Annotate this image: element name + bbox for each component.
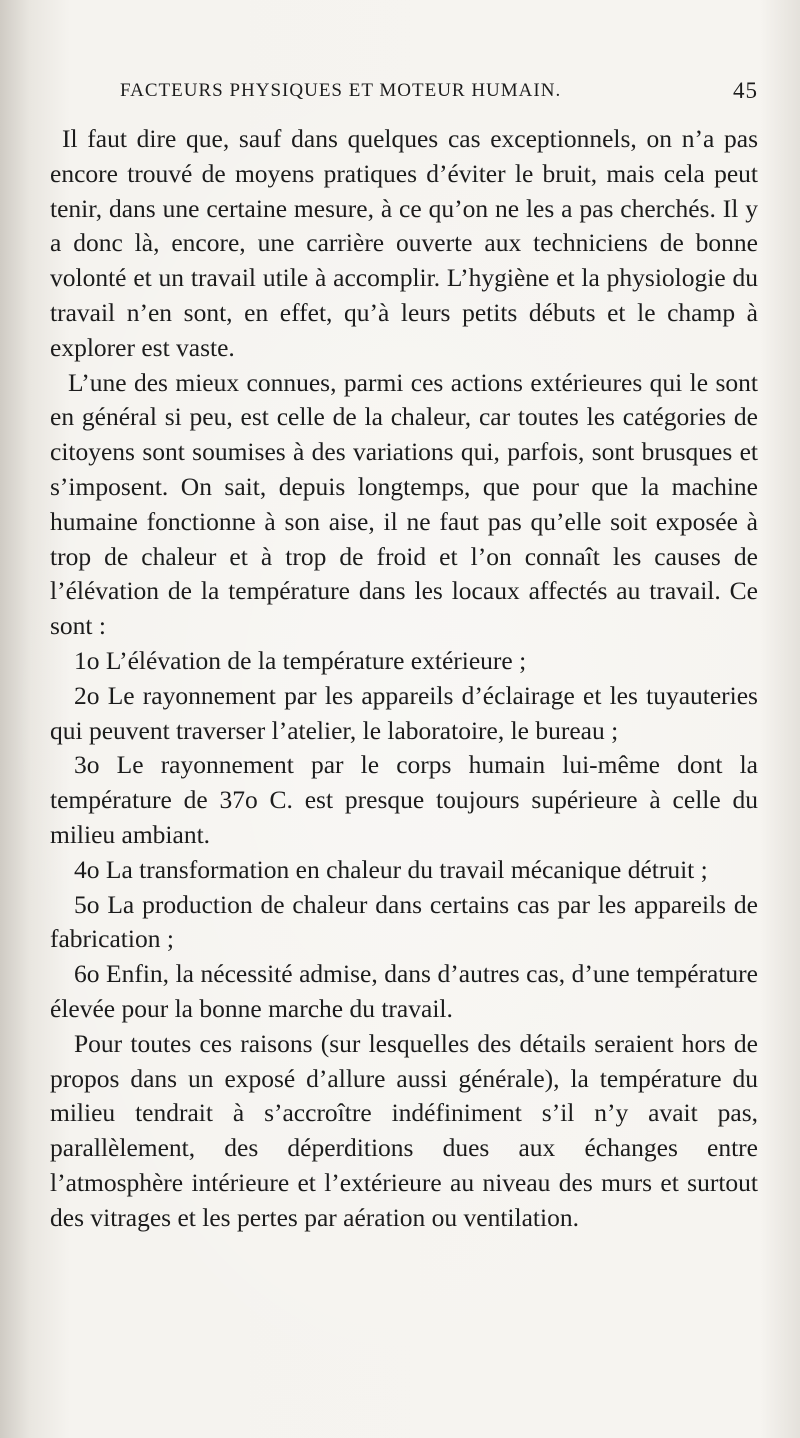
list-item-5: 5o La production de chaleur dans certains cas par les appareils de fabrication ; [50,889,758,954]
list-item-4: 4o La transformation en chaleur du travail mécanique détruit ; [74,854,708,884]
running-head [120,80,770,110]
paragraph-heat: L’une des mieux connues, parmi ces actions extérieures qui le sont en général si peu, est celle de la chaleur, car toutes les catégories de citoyens sont soumises à des variations qui, parfois, sont brusques et s’imposent. On sait, depuis longtemps, que pour que la machine humaine fonctionne à son aise, il ne faut pas qu’elle soit exposée à trop de chaleur et à trop de froid et l’on connaît les causes de l’élévation de la température dans les locaux affectés au travail. Ce sont : [50,367,758,641]
running-title: FACTEURS PHYSIQUES ET MOTEUR HUMAIN. [120,80,562,101]
list-item-2: 2o Le rayonnement par les appareils d’éclairage et les tuyauteries qui peuvent traverser l’atelier, le laboratoire, le bureau ; [50,680,758,745]
paragraph-noise: Il faut dire que, sauf dans quelques cas exceptionnels, on n’a pas encore trouvé de moyens pratiques d’éviter le bruit, mais cela peut tenir, dans une certaine mesure, à ce qu’on ne les a pas cherchés. Il y a donc là, encore, une carrière ouverte aux techniciens de bonne volonté et un travail utile à accomplir. L’hygiène et la physiologie du travail n’en sont, en effet, qu’à leurs petits débuts et le champ à explorer est vaste. [50,124,758,362]
list-item-6: 6o Enfin, la nécessité admise, dans d’autres cas, d’une température élevée pour la bonne marche du travail. [50,959,758,1023]
page-number: 45 [733,78,758,103]
list-item-1: 1o L’élévation de la température extérieure ; [74,645,527,675]
body-text [50,122,758,1236]
paragraph-closing: Pour toutes ces raisons (sur lesquelles des détails seraient hors de propos dans un exposé d’allure aussi générale), la température du milieu tendrait à s’accroître indéfiniment s’il n’y avait pas, parallèlement, des déperditions dues aux échanges entre l’atmosphère intérieure et l’extérieure au niveau des murs et surtout des vitrages et les pertes par aération ou ventilation. [50,1028,758,1232]
list-item-3: 3o Le rayonnement par le corps humain lui-même dont la température de 37o C. est presque toujours supérieure à celle du milieu ambiant. [50,750,758,849]
